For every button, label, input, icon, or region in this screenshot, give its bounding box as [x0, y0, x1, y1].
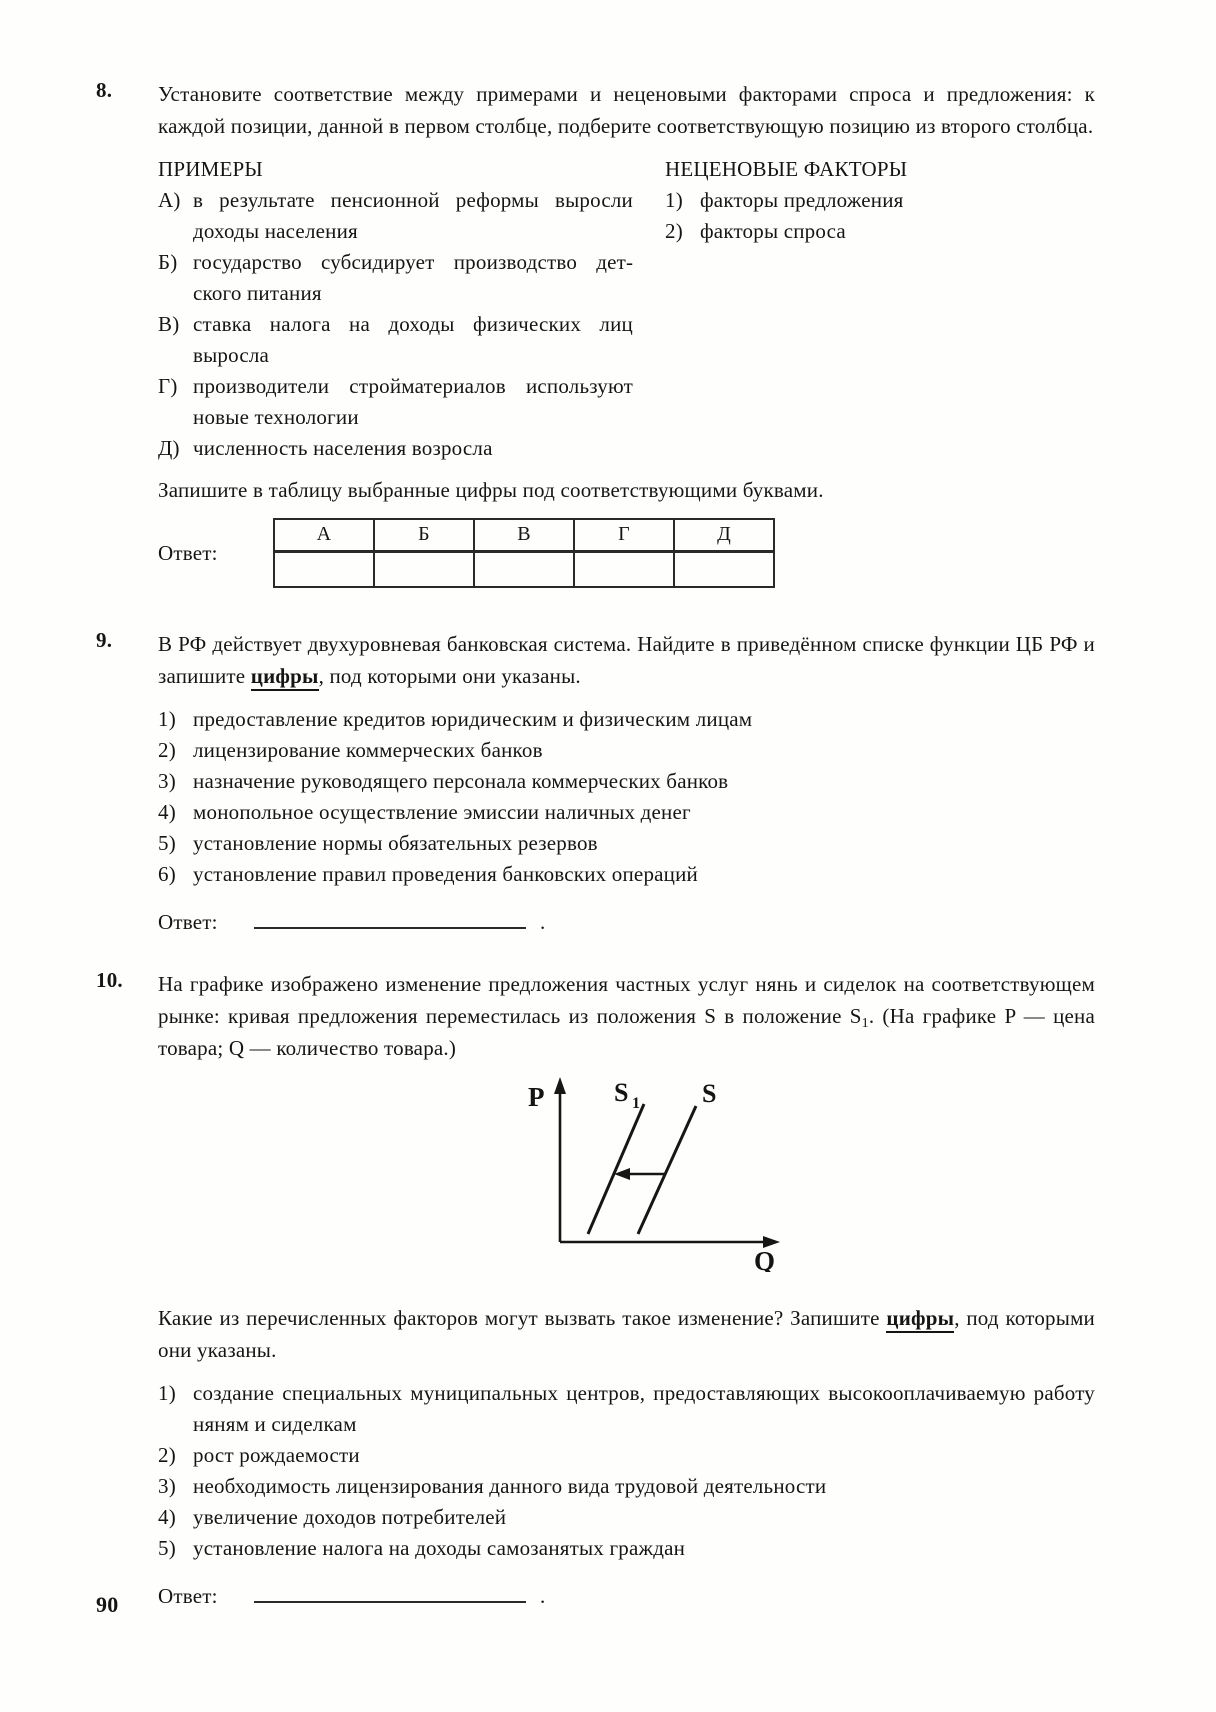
- question-9: [96, 628, 1095, 938]
- item-marker: 3): [158, 769, 176, 793]
- curve-s1-label: S: [614, 1078, 629, 1107]
- underlined-word: цифры: [251, 664, 319, 691]
- question-9-number: 9.: [96, 628, 113, 652]
- matching-columns: [158, 154, 1095, 464]
- question-9-options: [158, 704, 1095, 890]
- question-9-statement: [158, 628, 1095, 692]
- y-axis-arrowhead: [554, 1077, 566, 1094]
- item-marker: 1): [665, 188, 683, 212]
- item-marker: 2): [665, 219, 683, 243]
- list-item: [158, 859, 1095, 890]
- question-10-options: [158, 1378, 1095, 1564]
- answer-period: .: [540, 1584, 546, 1608]
- item-text: установление правил проведения банковских операций: [193, 862, 698, 886]
- question-8-number: 8.: [96, 78, 113, 102]
- list-item: [158, 1440, 1095, 1471]
- statement-text: , под которыми они указаны.: [158, 1306, 1095, 1362]
- examples-header: ПРИМЕРЫ: [158, 157, 263, 181]
- answer-table-header-cell: В: [474, 519, 574, 551]
- item-marker: 4): [158, 1505, 176, 1529]
- answer-table-header-cell: Б: [374, 519, 474, 551]
- question-10: [96, 968, 1095, 1612]
- answer-table-header-row: [274, 519, 774, 551]
- answer-blank: [254, 1585, 526, 1603]
- answer-label: Ответ:: [158, 540, 218, 565]
- list-item: [158, 309, 633, 371]
- item-text: рост рождаемости: [193, 1443, 360, 1467]
- answer-table-value-row: [274, 551, 774, 587]
- answer-table-header-cell: Д: [674, 519, 774, 551]
- statement-text: , под которыми они указаны.: [318, 664, 581, 688]
- answer-table: [273, 518, 775, 588]
- statement-text: . (На графике P — цена товара; Q — количество товара.): [158, 1004, 1095, 1060]
- list-item: [158, 797, 1095, 828]
- answer-line: [158, 1580, 1095, 1612]
- list-item: [158, 704, 1095, 735]
- answer-table-block: [158, 518, 1095, 588]
- supply-curve-s1: [588, 1104, 644, 1234]
- item-marker: Д): [158, 436, 180, 460]
- item-marker: 6): [158, 862, 176, 886]
- item-text: установление налога на доходы самозанятых граждан: [193, 1536, 686, 1560]
- item-text: факторы спроса: [700, 219, 846, 243]
- list-item: [665, 216, 1063, 247]
- statement-text: На графике изображено изменение предложения частных услуг нянь и сиделок на соответствующем рынке: кривая предложения переместилась из положения S в положение S: [158, 972, 1095, 1028]
- answer-table-value-cell: [674, 551, 774, 587]
- y-axis-label: P: [528, 1082, 545, 1112]
- question-10-number: 10.: [96, 968, 123, 992]
- item-text: назначение руководящего персонала коммерческих банков: [193, 769, 729, 793]
- item-marker: А): [158, 188, 181, 212]
- page-number: 90: [96, 1592, 119, 1617]
- item-text: установление нормы обязательных резервов: [193, 831, 598, 855]
- item-text: ставка налога на доходы физических лиц выросла: [193, 312, 633, 367]
- answer-label: Ответ:: [158, 1584, 218, 1608]
- factors-header: НЕЦЕНОВЫЕ ФАКТОРЫ: [665, 157, 908, 181]
- item-marker: 1): [158, 707, 176, 731]
- item-marker: 2): [158, 1443, 176, 1467]
- item-marker: 5): [158, 831, 176, 855]
- item-text: увеличение доходов потребителей: [193, 1505, 507, 1529]
- question-8-statement: Установите соответствие между примерами и неценовыми факторами спроса и предложения: к каждой позиции, данной в первом столбце, подберите соответствующую позицию из второго столбца.: [158, 82, 1095, 138]
- x-axis-label: Q: [754, 1246, 776, 1272]
- answer-line: [158, 906, 1095, 938]
- subscript: 1: [861, 1016, 869, 1031]
- answer-table-value-cell: [574, 551, 674, 587]
- item-marker: Г): [158, 374, 178, 398]
- item-text: факторы предложения: [700, 188, 904, 212]
- list-item: [665, 185, 1063, 216]
- item-text: предоставление кредитов юридическим и физическим лицам: [193, 707, 753, 731]
- list-item: [158, 735, 1095, 766]
- statement-text: Какие из перечисленных факторов могут вызвать такое изменение? Запишите: [158, 1306, 887, 1330]
- item-marker: В): [158, 312, 180, 336]
- supply-shift-chart: [498, 1074, 798, 1272]
- list-item: [158, 1502, 1095, 1533]
- answer-period: .: [540, 910, 546, 934]
- question-10-statement: [158, 968, 1095, 1064]
- answer-blank: [254, 911, 526, 929]
- curve-s1-subscript: 1: [632, 1095, 641, 1112]
- answer-table-header-cell: Г: [574, 519, 674, 551]
- answer-label: Ответ:: [158, 910, 218, 934]
- item-marker: 3): [158, 1474, 176, 1498]
- statement-text: В РФ действует двухуровневая банковская система. Найдите в приведённом списке функции ЦБ РФ и запишите: [158, 632, 1095, 688]
- item-text: лицензирование коммерческих банков: [193, 738, 543, 762]
- item-marker: 2): [158, 738, 176, 762]
- list-item: [158, 247, 633, 309]
- item-text: государство субсидирует производство детского питания: [193, 250, 633, 305]
- list-item: [158, 371, 633, 433]
- item-marker: 5): [158, 1536, 176, 1560]
- item-text: производители стройматериалов используют новые технологии: [193, 374, 633, 429]
- question-10-prompt: [158, 1302, 1095, 1366]
- curve-s-label: S: [702, 1079, 717, 1108]
- item-marker: Б): [158, 250, 178, 274]
- factors-list: [665, 185, 1063, 247]
- item-text: монопольное осуществление эмиссии наличных денег: [193, 800, 691, 824]
- list-item: [158, 828, 1095, 859]
- list-item: [158, 433, 633, 464]
- table-instruction: Запишите в таблицу выбранные цифры под соответствующими буквами.: [158, 478, 824, 502]
- examples-list: [158, 185, 633, 464]
- item-marker: 1): [158, 1381, 176, 1405]
- item-text: создание специальных муниципальных центров, предоставляющих высокооплачиваемую работу няням и сиделкам: [193, 1381, 1095, 1436]
- item-text: в результате пенсионной реформы выросли доходы населения: [193, 188, 633, 243]
- list-item: [158, 1378, 1095, 1440]
- list-item: [158, 1471, 1095, 1502]
- answer-table-value-cell: [474, 551, 574, 587]
- supply-curve-s: [638, 1106, 696, 1234]
- item-text: численность населения возросла: [193, 436, 493, 460]
- list-item: [158, 766, 1095, 797]
- list-item: [158, 185, 633, 247]
- answer-table-value-cell: [274, 551, 374, 587]
- item-marker: 4): [158, 800, 176, 824]
- answer-table-header-cell: А: [274, 519, 374, 551]
- item-text: необходимость лицензирования данного вида трудовой деятельности: [193, 1474, 827, 1498]
- question-8: [96, 78, 1095, 588]
- underlined-word: цифры: [886, 1306, 954, 1333]
- answer-table-value-cell: [374, 551, 474, 587]
- list-item: [158, 1533, 1095, 1564]
- supply-shift-graph: [498, 1074, 798, 1278]
